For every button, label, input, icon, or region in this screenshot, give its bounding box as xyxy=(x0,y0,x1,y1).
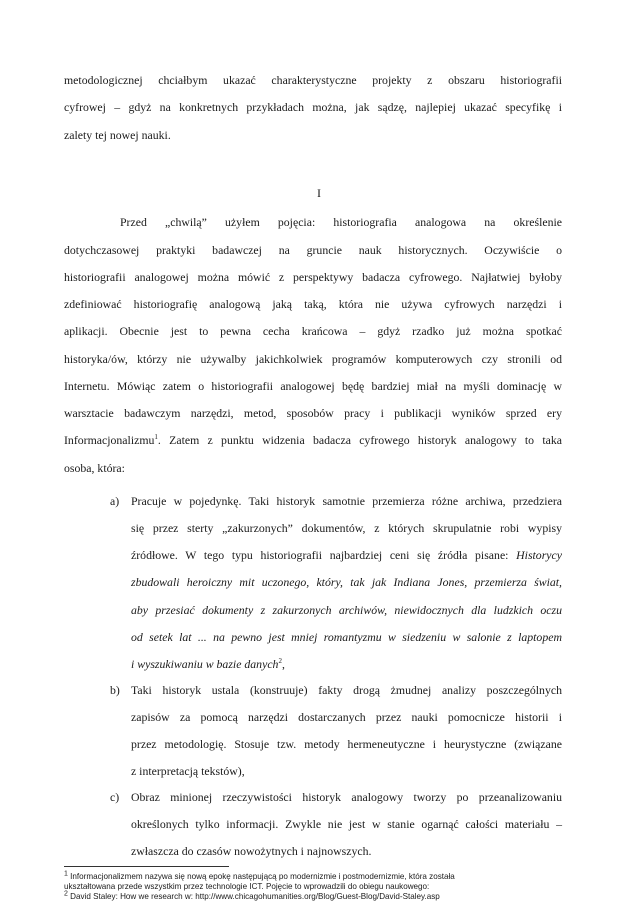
quote-line-2: aby przesiać dokumenty z zakurzonych archiwów, niewidocznych dla ludzkich oczu xyxy=(131,603,562,617)
list-b-line-1: Taki historyk ustala (konstruuje) fakty drogą żmudnej analizy poszczególnych xyxy=(131,683,562,697)
list-b-line-4: z interpretacją tekstów), xyxy=(131,764,245,778)
list-b-line-3: przez metodologię. Stosuje tzw. metody hermeneutyczne i heurystyczne (związane xyxy=(131,737,562,751)
para-line-8: warsztacie badawczym narzędzi, metod, sposobów pracy i publikacji wyników sprzed ery xyxy=(64,406,562,420)
footnote-1-line-2: ukształtowana przede wszystkim przez technologie ICT. Pojęcie to wprowadzili do obiegu naukowego: xyxy=(64,882,430,891)
quote-line-3: od setek lat ... na pewno jest mniej romantyzmu w siedzeniu w salonie z laptopem xyxy=(131,630,562,644)
intro-line-1: metodologicznej chciałbym ukazać charakterystyczne projekty z obszaru historiografii xyxy=(64,73,562,87)
list-a-line-2: się przez sterty „zakurzonych” dokumentów, z których skrupulatnie robi wypisy xyxy=(131,521,562,535)
list-a-line-1: Pracuje w pojedynkę. Taki historyk samotnie przemierza różne archiwa, przedziera xyxy=(131,494,562,508)
para-line-3: historiografii analogowej można mówić z perspektywy badacza cyfrowego. Najłatwiej byłoby xyxy=(64,270,562,284)
footnote-1-line-1 xyxy=(64,872,564,882)
list-c-line-2: określonych tylko informacji. Zwykle nie jest w stanie ogarnąć całości materiału – xyxy=(131,817,562,831)
list-a-line-3-text: źródłowe. W tego typu historiografii najbardziej ceni się źródła pisane: xyxy=(131,548,509,562)
footnote-2 xyxy=(64,892,564,902)
footnote-ref-2[interactable]: 2 xyxy=(278,657,282,666)
intro-line-3: zalety tej nowej nauki. xyxy=(64,128,171,142)
quote-line-4-text: i wyszukiwaniu w bazie danych xyxy=(131,657,279,671)
footnote-2-number: 2 xyxy=(64,890,68,898)
list-c-line-3: zwłaszcza do czasów nowożytnych i najnowszych. xyxy=(131,844,372,858)
para-line-10: osoba, która: xyxy=(64,461,125,475)
list-c-line-1: Obraz minionej rzeczywistości historyk analogowy tworzy po przeanalizowaniu xyxy=(131,790,562,804)
footnote-1-text: Informacjonalizmem nazywa się nową epokę następującą po modernizmie i postmodernizmie, która została xyxy=(67,872,455,881)
footnote-2-link-text[interactable]: David Staley: How we research w: http://www.chicagohumanities.org/Blog/Guest-Blog/David-Staley.asp xyxy=(67,892,440,901)
quote-line-1: zbudowali heroiczny mit uczonego, który, tak jak Indiana Jones, przemierza świat, xyxy=(131,575,562,589)
list-marker-a: a) xyxy=(110,494,120,508)
quote-line-4-end: , xyxy=(281,657,285,671)
para-line-2: dotychczasowej praktyki badawczej na gruncie nauk historycznych. Oczywiście o xyxy=(64,243,562,257)
list-marker-c: c) xyxy=(110,790,120,804)
list-marker-b: b) xyxy=(110,683,120,697)
footnote-1-number: 1 xyxy=(64,870,68,878)
para-line-9 xyxy=(64,433,562,447)
para-line-1: Przed „chwilą” użyłem pojęcia: historiografia analogowa na określenie xyxy=(120,215,562,229)
list-a-line-3-italic: Historycy xyxy=(516,548,563,562)
informacjonalizm-word: Informacjonalizmu xyxy=(64,433,155,447)
intro-line-2: cyfrowej – gdyż na konkretnych przykładach można, jak sądzę, najlepiej ukazać specyfikę i xyxy=(64,100,562,114)
para-line-6: historyka/ów, którzy nie używalby jakichkolwiek programów komputerowych czy stronili od xyxy=(64,352,562,366)
footnote-ref-1[interactable]: 1 xyxy=(154,433,158,442)
para-line-7: Internetu. Mówiąc zatem o historiografii analogowej będę bardziej miał na myśli dominację w xyxy=(64,379,562,393)
para-line-9-rest: . Zatem z punktu widzenia badacza cyfrowego historyk analogowy to taka xyxy=(157,433,562,447)
para-line-5: aplikacji. Obecnie jest to pewna cecha krańcowa – gdyż rzadko już można spotkać xyxy=(64,324,562,338)
list-b-line-2: zapisów za pomocą narzędzi dostarczanych przez nauki pomocnicze historii i xyxy=(131,710,562,724)
list-a-line-3 xyxy=(131,548,562,562)
quote-line-4 xyxy=(131,657,562,671)
para-line-4: zdefiniować historiografię analogową jaką taką, która nie używa cyfrowych narzędzi i xyxy=(64,297,562,311)
section-heading: I xyxy=(317,186,321,200)
footnote-separator xyxy=(64,866,229,867)
